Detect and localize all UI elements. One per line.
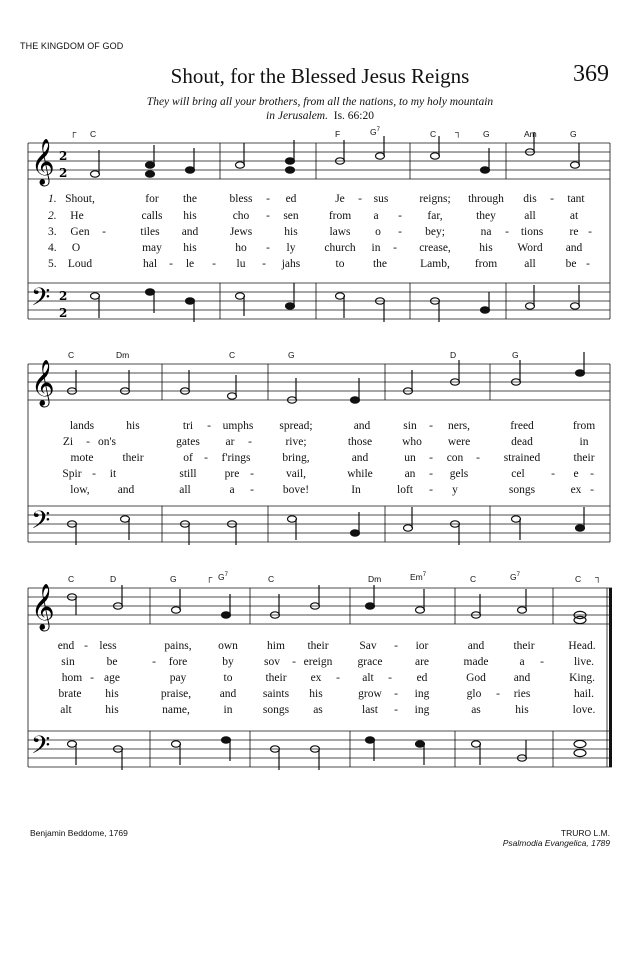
lyric-syllable: ho <box>235 242 247 254</box>
lyric-syllable: and <box>351 452 369 464</box>
lyric-syllable: tant <box>567 193 585 205</box>
lyric-syllable: - <box>358 193 362 205</box>
lyric-syllable: bring, <box>282 452 310 464</box>
lyric-syllable: love. <box>572 704 596 716</box>
chord-symbol: C <box>68 574 75 584</box>
lyric-syllable: as <box>471 704 481 716</box>
lyric-syllable: Loud <box>67 258 93 270</box>
lyric-syllable: his <box>183 242 197 254</box>
lyric-syllable: King. <box>569 672 595 684</box>
lyric-syllable: grow <box>358 688 382 700</box>
lyric-syllable: - <box>266 210 270 222</box>
lyric-syllable: were <box>447 436 471 448</box>
chord-root: G <box>218 572 225 582</box>
chord-bracket-open: ┌ <box>206 572 213 582</box>
treble-clef-icon: 𝄞 <box>31 139 55 185</box>
lyric-syllable: hom <box>61 672 83 684</box>
lyric-syllable: they <box>476 210 496 222</box>
lyric-syllable: Gen <box>70 226 90 238</box>
chord-symbol: D <box>110 574 117 584</box>
bass-clef-icon: 𝄢 <box>31 506 51 541</box>
lyric-syllable: his <box>105 688 119 700</box>
lyric-syllable: - <box>292 656 296 668</box>
lyric-syllable: it <box>109 468 117 480</box>
chord-symbol: C <box>430 129 437 139</box>
lyric-syllable: to <box>335 258 345 270</box>
chord-symbol: G <box>570 129 577 139</box>
chord-symbol: C <box>575 574 582 584</box>
lyric-syllable: rive; <box>285 436 307 448</box>
lyric-syllable: all <box>524 210 536 222</box>
lyric-syllable: - <box>398 226 402 238</box>
chord-symbol: C <box>90 129 97 139</box>
lyric-syllable: bove! <box>282 484 310 496</box>
lyric-syllable: church <box>324 242 356 254</box>
lyric-syllable: tiles <box>140 226 160 238</box>
chord-symbol: G <box>483 129 490 139</box>
lyric-syllable: le <box>185 258 195 270</box>
lyric-syllable: ed <box>416 672 428 684</box>
chord-symbol: G <box>170 574 177 584</box>
lyric-syllable: Word <box>517 242 543 254</box>
lyric-syllable: mote <box>70 452 94 464</box>
lyric-syllable: Shout, <box>65 193 95 205</box>
lyric-syllable: dis <box>523 193 537 205</box>
lyric-syllable: all <box>524 258 536 270</box>
lyric-syllable: calls <box>141 210 163 222</box>
lyric-syllable: last <box>362 704 378 716</box>
chord-extension: 7 <box>516 572 520 579</box>
lyric-syllable: y <box>452 484 458 496</box>
lyric-syllable: sin <box>403 420 417 432</box>
verse-number: 5. <box>48 258 57 270</box>
lyric-syllable: for <box>145 193 159 205</box>
lyric-syllable: - <box>429 468 433 480</box>
lyric-syllable: ex <box>570 484 582 496</box>
epigraph-line-1: They will bring all your brothers, from all the nations, to my holy mountain <box>146 96 494 108</box>
lyric-syllable: age <box>104 672 120 684</box>
chord-symbol: Dm <box>368 574 382 584</box>
lyric-syllable: their <box>265 672 287 684</box>
lyric-syllable: - <box>588 226 592 238</box>
chord-root: G <box>510 572 517 582</box>
lyric-syllable: - <box>266 242 270 254</box>
chord-symbol: C <box>470 574 477 584</box>
lyric-syllable: Lamb, <box>420 258 450 270</box>
lyric-syllable: In <box>351 484 361 496</box>
lyric-syllable: ereign <box>303 656 333 668</box>
chord-bracket-close: ┐ <box>455 127 462 137</box>
lyric-syllable: - <box>476 452 480 464</box>
chord-symbol: C <box>68 350 75 360</box>
lyric-syllable: his <box>105 704 119 716</box>
lyric-syllable: - <box>496 688 500 700</box>
hymn-number: 369 <box>573 61 609 87</box>
lyric-syllable: own <box>218 640 238 652</box>
lyric-syllable: their <box>513 640 535 652</box>
lyric-syllable: his <box>515 704 529 716</box>
lyric-syllable: jahs <box>281 258 301 270</box>
lyric-syllable: reigns; <box>419 193 451 205</box>
lyric-syllable: on's <box>97 436 117 448</box>
lyric-syllable: sov <box>264 656 280 668</box>
lyric-syllable: his <box>183 210 197 222</box>
lyric-syllable: spread; <box>279 420 313 432</box>
lyric-syllable: be <box>106 656 118 668</box>
lyric-syllable: hail. <box>573 688 595 700</box>
lyric-syllable: loft <box>397 484 413 496</box>
lyric-syllable: umphs <box>222 420 254 432</box>
epigraph-reference: Is. 66:20 <box>333 110 374 122</box>
lyric-syllable: in <box>371 242 381 254</box>
author-credit: Benjamin Beddome, 1769 <box>30 828 128 838</box>
lyric-syllable: name, <box>162 704 190 716</box>
lyric-syllable: a <box>373 210 379 222</box>
section-header: THE KINGDOM OF GOD <box>20 41 124 51</box>
lyric-syllable: re <box>569 226 579 238</box>
verse-number: 3. <box>48 226 57 238</box>
lyric-syllable: in <box>579 436 589 448</box>
lyric-syllable: and <box>467 640 485 652</box>
lyric-syllable: ex <box>310 672 322 684</box>
lyric-syllable: the <box>182 193 198 205</box>
lyric-syllable: - <box>540 656 544 668</box>
chord-root: Em <box>410 572 423 582</box>
lyric-syllable: O <box>71 242 81 254</box>
lyric-syllable: songs <box>262 704 290 716</box>
lyric-syllable: tri <box>182 420 194 432</box>
lyric-syllable: - <box>429 420 433 432</box>
lyric-syllable: songs <box>508 484 536 496</box>
lyric-syllable: to <box>223 672 233 684</box>
lyric-syllable: ar <box>225 436 235 448</box>
lyric-syllable: tions <box>520 226 544 238</box>
chord-bracket-open: ┌ <box>70 127 77 137</box>
lyric-syllable: a <box>519 656 525 668</box>
lyric-syllable: made <box>463 656 489 668</box>
lyric-syllable: bless <box>229 193 253 205</box>
chord-extension: 7 <box>224 572 228 579</box>
lyric-syllable: - <box>84 640 88 652</box>
chord-symbol: Am <box>524 129 537 139</box>
chord-extension: 7 <box>376 127 380 134</box>
lyric-syllable: of <box>183 452 193 464</box>
lyric-syllable: brate <box>58 688 82 700</box>
lyric-syllable: - <box>250 468 254 480</box>
chord-symbol: D <box>450 350 457 360</box>
chord-symbol: Dm <box>116 350 130 360</box>
treble-clef-icon: 𝄞 <box>31 584 55 630</box>
lyric-syllable: his <box>126 420 140 432</box>
lyric-syllable: and <box>117 484 135 496</box>
lyric-syllable: still <box>179 468 197 480</box>
lyric-syllable: low, <box>70 484 90 496</box>
lyric-syllable: - <box>336 672 340 684</box>
lyric-syllable: - <box>590 484 594 496</box>
lyric-syllable: through <box>468 193 504 205</box>
lyric-syllable: their <box>122 452 144 464</box>
lyric-syllable: - <box>429 452 433 464</box>
lyric-syllable: - <box>212 258 216 270</box>
lyric-syllable: who <box>402 436 422 448</box>
lyric-syllable: bey; <box>425 226 445 238</box>
lyric-syllable: vail, <box>285 468 307 480</box>
lyric-syllable: from <box>474 258 498 270</box>
lyric-syllable: his <box>479 242 493 254</box>
lyric-syllable: crease, <box>419 242 451 254</box>
lyric-syllable: grace <box>357 656 383 668</box>
lyric-syllable: hal <box>142 258 158 270</box>
lyric-syllable: - <box>505 226 509 238</box>
lyric-syllable: o <box>375 226 381 238</box>
lyric-syllable: are <box>414 656 430 668</box>
notes-treble <box>68 585 587 624</box>
verse-number: 1. <box>48 193 57 205</box>
chord-symbol: G <box>512 350 519 360</box>
lyric-syllable: ly <box>286 242 296 254</box>
lyric-syllable: lu <box>236 258 246 270</box>
verse-number: 4. <box>48 242 57 254</box>
lyric-syllable: - <box>102 226 106 238</box>
lyric-syllable: ing <box>414 704 430 716</box>
lyric-syllable: - <box>586 258 590 270</box>
lyric-syllable: - <box>429 484 433 496</box>
lyric-syllable: God <box>466 672 486 684</box>
lyric-syllable: - <box>394 704 398 716</box>
lyric-syllable: and <box>219 688 237 700</box>
chord-symbol: G <box>288 350 295 360</box>
lyric-syllable: cel <box>511 468 525 480</box>
lyric-syllable: his <box>309 688 323 700</box>
lyric-syllable: - <box>388 672 392 684</box>
lyric-syllable: lands <box>69 420 95 432</box>
time-sig-top: 2 <box>59 289 68 303</box>
lyric-syllable: their <box>573 452 595 464</box>
lyric-syllable: and <box>181 226 199 238</box>
lyric-syllable: all <box>179 484 191 496</box>
time-sig-bottom: 2 <box>59 306 68 320</box>
lyric-syllable: freed <box>510 420 534 432</box>
lyric-syllable: - <box>550 193 554 205</box>
lyric-syllable: an <box>404 468 416 480</box>
lyric-syllable: glo <box>466 688 482 700</box>
lyric-syllable: - <box>266 193 270 205</box>
lyric-syllable: live. <box>573 656 595 668</box>
lyric-syllable: the <box>372 258 388 270</box>
lyric-syllable: sus <box>373 193 389 205</box>
tune-source: Psalmodia Evangelica, 1789 <box>502 838 610 848</box>
lyric-syllable: at <box>569 210 579 222</box>
lyric-syllable: may <box>142 242 162 254</box>
lyric-syllable: - <box>92 468 96 480</box>
lyric-syllable: Zi <box>62 436 74 448</box>
lyric-syllable: ior <box>415 640 429 652</box>
lyric-syllable: - <box>590 468 594 480</box>
lyric-syllable: him <box>267 640 285 652</box>
lyric-syllable: pre <box>224 468 240 480</box>
lyric-syllable: Jews <box>229 226 253 238</box>
lyric-syllable: - <box>551 468 555 480</box>
chord-root: G <box>370 127 377 137</box>
lyric-syllable: by <box>222 656 234 668</box>
lyric-syllable: - <box>86 436 90 448</box>
lyric-syllable: fore <box>168 656 188 668</box>
lyric-syllable: their <box>307 640 329 652</box>
lyric-syllable: while <box>347 468 373 480</box>
lyric-syllable: na <box>480 226 492 238</box>
bass-clef-icon: 𝄢 <box>31 731 51 766</box>
lyric-syllable: Head. <box>568 640 596 652</box>
lyric-syllable: Sav <box>359 640 377 652</box>
lyric-syllable: Je <box>335 193 345 205</box>
lyric-syllable: - <box>248 436 252 448</box>
lyric-syllable: e <box>573 468 579 480</box>
lyric-syllable: sen <box>283 210 299 222</box>
lyric-syllable: - <box>169 258 173 270</box>
verse-number: 2. <box>48 210 57 222</box>
lyric-syllable: saints <box>262 688 290 700</box>
lyric-syllable: ners, <box>447 420 471 432</box>
lyric-syllable: and <box>565 242 583 254</box>
treble-clef-icon: 𝄞 <box>31 360 55 406</box>
lyric-syllable: cho <box>232 210 250 222</box>
lyric-syllable: from <box>328 210 352 222</box>
lyric-syllable: pay <box>169 672 187 684</box>
lyric-syllable: - <box>262 258 266 270</box>
chord-bracket-close: ┐ <box>595 572 602 582</box>
lyric-syllable: from <box>572 420 596 432</box>
tune-name: TRURO L.M. <box>560 828 610 838</box>
lyric-syllable: - <box>207 420 211 432</box>
lyric-syllable: those <box>347 436 373 448</box>
lyric-syllable: gels <box>449 468 469 480</box>
lyric-syllable: praise, <box>160 688 192 700</box>
time-sig-bottom: 2 <box>59 166 68 180</box>
lyric-syllable: in <box>223 704 233 716</box>
lyric-syllable: dead <box>511 436 533 448</box>
lyric-syllable: be <box>565 258 577 270</box>
lyric-syllable: as <box>313 704 323 716</box>
lyric-syllable: He <box>70 210 84 222</box>
chord-symbol: C <box>268 574 275 584</box>
lyric-syllable: strained <box>503 452 541 464</box>
lyric-syllable: - <box>393 242 397 254</box>
time-sig-top: 2 <box>59 149 68 163</box>
lyric-syllable: un <box>404 452 416 464</box>
lyric-syllable: pains, <box>164 640 192 652</box>
lyric-syllable: - <box>394 640 398 652</box>
lyric-syllable: Spir <box>62 468 82 480</box>
lyric-syllable: his <box>284 226 298 238</box>
lyric-syllable: and <box>353 420 371 432</box>
lyric-syllable: gates <box>176 436 200 448</box>
lyric-syllable: f'rings <box>221 452 251 464</box>
lyric-syllable: far, <box>427 210 443 222</box>
lyric-syllable: ries <box>513 688 531 700</box>
lyric-syllable: - <box>250 484 254 496</box>
lyric-syllable: less <box>99 640 117 652</box>
lyric-syllable: ed <box>285 193 297 205</box>
lyric-syllable: alt <box>60 704 72 716</box>
lyric-syllable: alt <box>362 672 374 684</box>
chord-extension: 7 <box>422 572 427 579</box>
lyric-syllable: - <box>398 210 402 222</box>
epigraph-line-2-text: in Jerusalem. <box>266 110 328 122</box>
lyric-syllable: - <box>90 672 94 684</box>
chord-symbol: F <box>335 129 341 139</box>
lyric-syllable: end <box>57 640 75 652</box>
lyric-syllable: - <box>152 656 156 668</box>
lyric-syllable: a <box>229 484 235 496</box>
lyric-syllable: - <box>204 452 208 464</box>
lyric-syllable: ing <box>414 688 430 700</box>
notes-bass <box>68 737 587 770</box>
lyric-syllable: con <box>446 452 464 464</box>
hymn-title: Shout, for the Blessed Jesus Reigns <box>170 64 470 88</box>
chord-symbol: C <box>229 350 236 360</box>
lyric-syllable: laws <box>329 226 351 238</box>
bass-clef-icon: 𝄢 <box>31 283 51 318</box>
lyric-syllable: - <box>394 688 398 700</box>
lyric-syllable: sin <box>61 656 75 668</box>
lyric-syllable: and <box>513 672 531 684</box>
